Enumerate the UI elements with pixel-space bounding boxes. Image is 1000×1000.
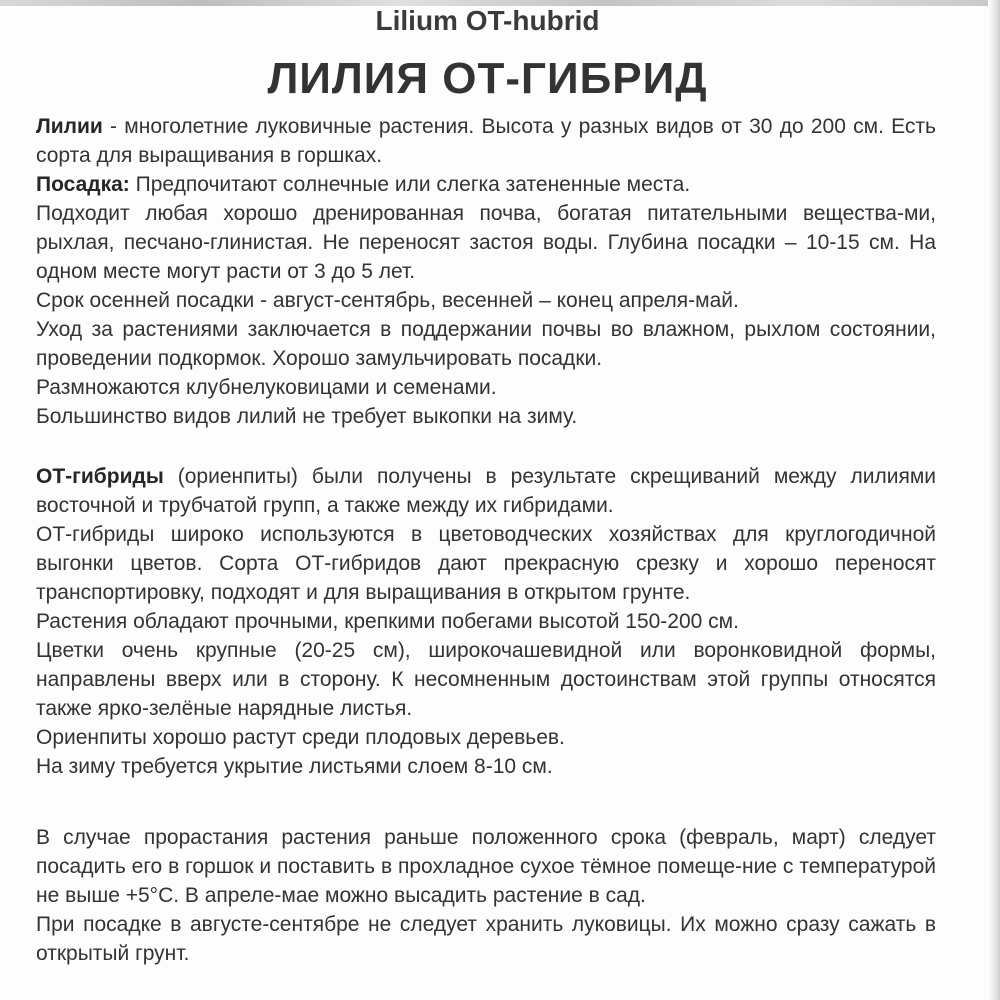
- section-description: [36, 112, 936, 431]
- paragraph: В случае прорастания растения раньше положенного срока (февраль, март) следует посадить его в горшок и поставить в прохладное сухое тёмное помеще-ние с температурой не выше +5°С. В апреле-мае можно высадить растение в сад.: [36, 826, 936, 907]
- paragraph: Размножаются клубнелуковицами и семенами.: [36, 376, 497, 399]
- paragraph: Ориенпиты хорошо растут среди плодовых деревьев.: [36, 726, 565, 749]
- paragraph: Большинство видов лилий не требует выкопки на зиму.: [36, 405, 578, 428]
- term-bold: Лилии: [36, 115, 103, 138]
- paragraph: [36, 170, 936, 199]
- paragraph-text: - многолетние луковичные растения. Высота у разных видов от 30 до 200 см. Есть сорта для выращивания в горшках.: [36, 115, 936, 167]
- paragraph-text: Предпочитают солнечные или слегка затененные места.: [129, 173, 691, 196]
- paragraph: При посадке в августе-сентябре не следует хранить луковицы. Их можно сразу сажать в открытый грунт.: [36, 913, 936, 965]
- section-ot-hybrids: [36, 462, 936, 781]
- paragraph: Срок осенней посадки - август-сентябрь, весенней – конец апреля-май.: [36, 289, 739, 312]
- paragraph: Подходит любая хорошо дренированная почва, богатая питательными вещества-ми, рыхлая, песчано-глинистая. Не переносят застоя воды. Глубина посадки – 10-15 см. На одном месте могут расти от 3 до 5 лет.: [36, 202, 936, 283]
- term-bold: Посадка:: [36, 173, 130, 196]
- page-title: ЛИЛИЯ ОТ-ГИБРИД: [267, 54, 708, 103]
- paragraph: На зиму требуется укрытие листьями слоем 8-10 см.: [36, 755, 553, 778]
- latin-title: Lilium OT-hubrid: [375, 5, 600, 36]
- paragraph: ОТ-гибриды широко используются в цветоводческих хозяйствах для круглогодичной выгонки цветов. Сорта ОТ-гибридов дают прекрасную срезку и хорошо переносят транспортировку, подходят и для выращивания в открытом грунте.: [36, 523, 936, 604]
- section-early-sprouting: [36, 823, 936, 968]
- paragraph-text: (ориенпиты) были получены в результате скрещиваний между лилиями восточной и трубчатой групп, а также между их гибридами.: [36, 465, 936, 517]
- paragraph: Цветки очень крупные (20-25 см), широкочашевидной или воронковидной формы, направлены вверх или в сторону. К несомненным достоинствам этой группы относятся также ярко-зелёные нарядные листья.: [36, 639, 936, 720]
- paragraph: [36, 462, 936, 520]
- paragraph: [36, 112, 936, 170]
- page-edge-shadow: [988, 0, 1000, 1000]
- paragraph: Уход за растениями заключается в поддержании почвы во влажном, рыхлом состоянии, проведении подкормок. Хорошо замульчировать посадки.: [36, 318, 936, 370]
- term-bold: ОТ-гибриды: [36, 465, 164, 488]
- paragraph: Растения обладают прочными, крепкими побегами высотой 150-200 см.: [36, 610, 739, 633]
